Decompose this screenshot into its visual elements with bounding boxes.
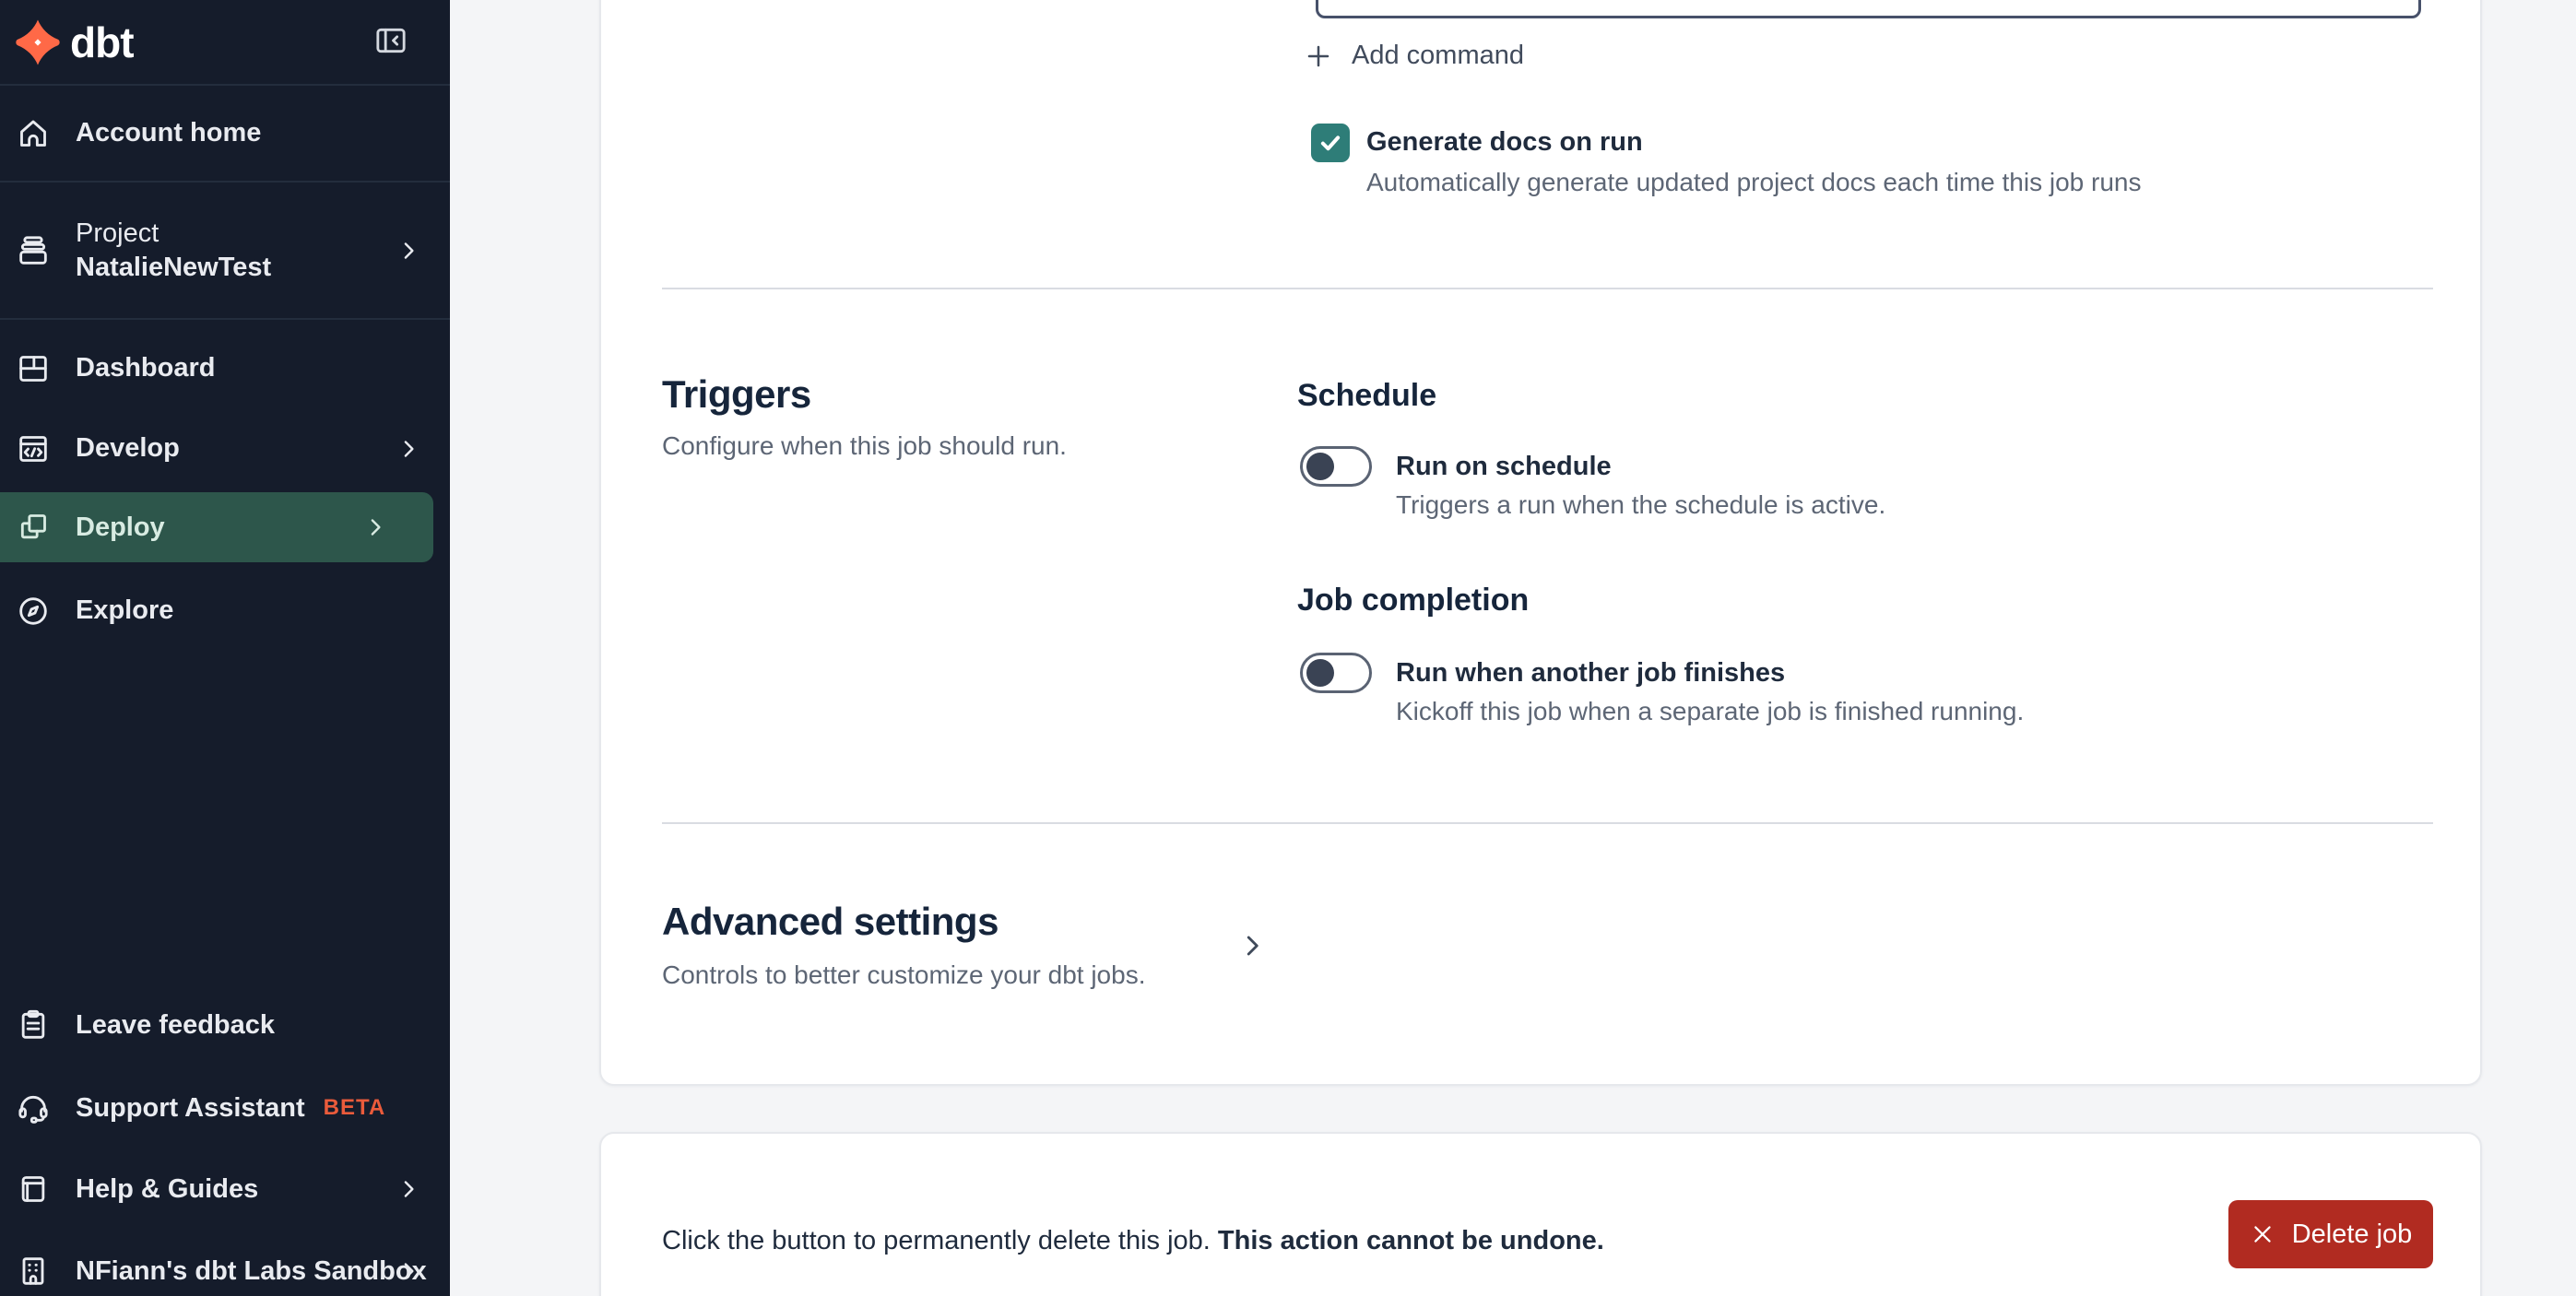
delete-job-warning [662, 1226, 1604, 1256]
run-when-job-finishes-toggle[interactable] [1300, 653, 1372, 693]
sidebar-item-label: Help & Guides [76, 1173, 259, 1204]
sidebar-item-label: NFiann's dbt Labs Sandbox [76, 1255, 427, 1286]
chevron-right-icon [361, 513, 389, 541]
job-settings-card [599, 0, 2482, 1086]
building-icon [15, 1253, 52, 1290]
sidebar-item-support-assistant[interactable] [0, 1067, 450, 1149]
add-command-label: Add command [1352, 41, 1524, 70]
sidebar-item-leave-feedback[interactable] [0, 984, 450, 1066]
clipboard-feedback-icon [15, 1007, 52, 1043]
delete-job-label: Delete job [2291, 1219, 2413, 1249]
run-on-schedule-label: Run on schedule [1396, 452, 1612, 481]
sidebar-item-develop[interactable] [0, 408, 450, 489]
delete-job-card [599, 1132, 2482, 1296]
deploy-icon [15, 509, 52, 546]
sidebar-item-dashboard[interactable] [0, 328, 450, 408]
delete-job-button[interactable] [2228, 1200, 2433, 1268]
triggers-title: Triggers [662, 372, 811, 416]
schedule-title: Schedule [1297, 378, 1437, 413]
book-icon [15, 1171, 52, 1208]
delete-warning-normal: Click the button to permanently delete this job. [662, 1226, 1218, 1255]
sidebar-item-account-home[interactable] [0, 86, 450, 183]
generate-docs-description: Automatically generate updated project docs each time this job runs [1366, 168, 2142, 196]
sidebar-item-label: Develop [76, 433, 180, 464]
toggle-knob [1306, 453, 1334, 480]
compass-icon [15, 593, 52, 630]
plus-icon [1304, 41, 1333, 71]
x-icon [2250, 1221, 2275, 1247]
toggle-knob [1306, 659, 1334, 687]
sidebar-item-deploy[interactable] [0, 492, 433, 562]
sidebar-header [0, 0, 450, 86]
run-when-job-finishes-label: Run when another job finishes [1396, 658, 1786, 688]
run-on-schedule-description: Triggers a run when the schedule is active. [1396, 490, 1886, 519]
triggers-subtitle: Configure when this job should run. [662, 431, 1067, 460]
advanced-settings-chevron-icon[interactable] [1235, 929, 1269, 962]
project-name: NatalieNewTest [76, 252, 272, 282]
job-completion-title: Job completion [1297, 583, 1530, 618]
command-input[interactable] [1316, 0, 2421, 18]
run-when-job-finishes-description: Kickoff this job when a separate job is finished running. [1396, 697, 2025, 725]
home-icon [15, 115, 52, 152]
generate-docs-label: Generate docs on run [1366, 127, 1643, 157]
sidebar-item-label: Dashboard [76, 353, 216, 383]
develop-code-icon [15, 430, 52, 467]
delete-warning-bold: This action cannot be undone. [1217, 1226, 1604, 1255]
sidebar-item-help-guides[interactable] [0, 1149, 450, 1230]
chevron-right-icon [395, 1175, 422, 1203]
advanced-settings-title: Advanced settings [662, 900, 998, 943]
project-stack-icon [15, 232, 52, 269]
check-icon [1317, 129, 1344, 157]
sidebar-item-project[interactable] [0, 183, 450, 320]
sidebar-item-label: Support Assistant [76, 1092, 305, 1123]
beta-badge: BETA [323, 1095, 386, 1120]
dbt-wordmark: dbt [70, 18, 134, 66]
advanced-settings-subtitle: Controls to better customize your dbt jobs. [662, 960, 1146, 989]
sidebar-item-label [76, 217, 271, 284]
add-command-button[interactable] [1304, 41, 1524, 71]
sidebar-item-account-sandbox[interactable] [0, 1231, 450, 1296]
main-content [450, 0, 2576, 1296]
run-on-schedule-toggle[interactable] [1300, 446, 1372, 487]
sidebar-item-explore[interactable] [0, 571, 450, 651]
generate-docs-checkbox[interactable] [1311, 124, 1350, 162]
chevron-right-icon [395, 237, 422, 265]
dbt-logo-icon [13, 18, 63, 67]
project-prefix: Project [76, 218, 160, 249]
sidebar [0, 0, 450, 1296]
collapse-sidebar-icon[interactable] [372, 22, 409, 59]
section-divider [662, 822, 2433, 824]
sidebar-item-label: Deploy [76, 512, 165, 542]
sidebar-item-label: Account home [76, 118, 262, 148]
headset-icon [15, 1090, 52, 1126]
chevron-right-icon [395, 1257, 422, 1285]
chevron-right-icon [395, 435, 422, 463]
sidebar-item-label: Explore [76, 595, 174, 626]
sidebar-item-label: Leave feedback [76, 1009, 276, 1040]
dashboard-icon [15, 350, 52, 387]
section-divider [662, 288, 2433, 289]
